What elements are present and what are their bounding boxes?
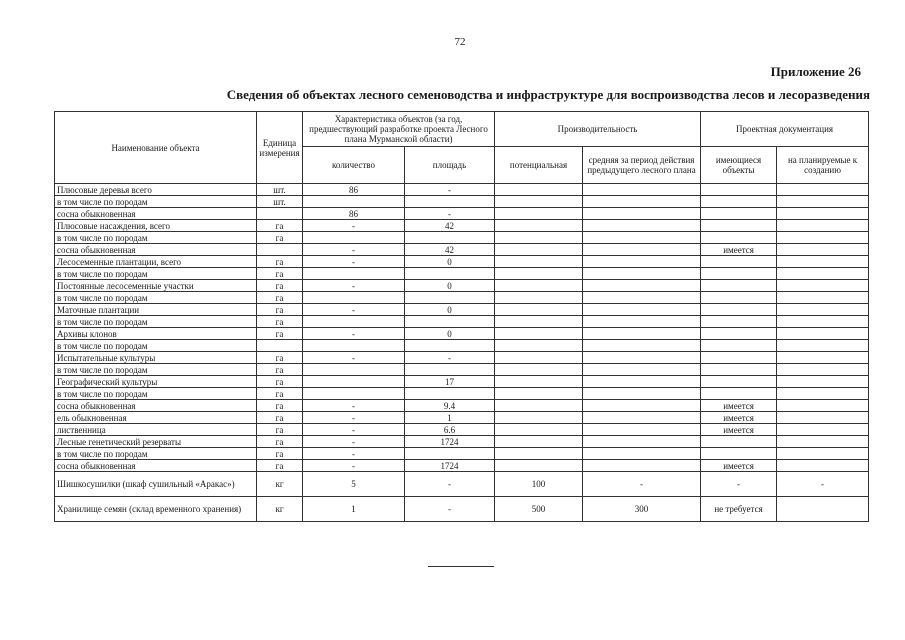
cell-area: - (405, 472, 495, 497)
cell-name: в том числе по породам (55, 364, 257, 376)
cell-average (583, 232, 701, 244)
cell-existing (701, 256, 777, 268)
cell-area: 6.6 (405, 424, 495, 436)
cell-area (405, 196, 495, 208)
cell-unit: шт. (257, 184, 303, 196)
header-unit: Единица измерения (257, 112, 303, 184)
cell-quantity (303, 340, 405, 352)
cell-average (583, 316, 701, 328)
cell-area: 1724 (405, 460, 495, 472)
header-planned: на планируемые к созданию (777, 147, 869, 184)
header-existing: имеющиеся объекты (701, 147, 777, 184)
cell-potential: 100 (495, 472, 583, 497)
table-row (55, 280, 869, 292)
cell-planned: - (777, 472, 869, 497)
cell-average (583, 376, 701, 388)
cell-quantity: - (303, 304, 405, 316)
cell-unit: га (257, 292, 303, 304)
cell-planned (777, 256, 869, 268)
table-row (55, 196, 869, 208)
cell-potential (495, 232, 583, 244)
cell-unit: га (257, 304, 303, 316)
header-productivity: Производительность (495, 112, 701, 147)
cell-planned (777, 460, 869, 472)
cell-quantity: - (303, 424, 405, 436)
cell-unit (257, 340, 303, 352)
header-name: Наименование объекта (55, 112, 257, 184)
table-row (55, 424, 869, 436)
cell-existing (701, 304, 777, 316)
cell-name: Лесосеменные плантации, всего (55, 256, 257, 268)
cell-name: ель обыкновенная (55, 412, 257, 424)
cell-planned (777, 232, 869, 244)
cell-name: в том числе по породам (55, 292, 257, 304)
cell-average: - (583, 472, 701, 497)
cell-name: в том числе по породам (55, 316, 257, 328)
cell-potential (495, 268, 583, 280)
cell-name: в том числе по породам (55, 232, 257, 244)
cell-quantity: - (303, 412, 405, 424)
cell-quantity (303, 232, 405, 244)
cell-existing (701, 208, 777, 220)
cell-average (583, 412, 701, 424)
cell-planned (777, 388, 869, 400)
cell-existing (701, 292, 777, 304)
cell-unit: га (257, 460, 303, 472)
cell-name: Маточные плантации (55, 304, 257, 316)
cell-existing (701, 184, 777, 196)
cell-unit: га (257, 232, 303, 244)
cell-existing: имеется (701, 400, 777, 412)
cell-average (583, 268, 701, 280)
cell-unit: га (257, 424, 303, 436)
cell-quantity (303, 268, 405, 280)
cell-planned (777, 364, 869, 376)
cell-unit: га (257, 352, 303, 364)
cell-average (583, 436, 701, 448)
cell-area: 0 (405, 256, 495, 268)
cell-quantity: - (303, 280, 405, 292)
cell-planned (777, 196, 869, 208)
cell-potential (495, 364, 583, 376)
cell-area (405, 388, 495, 400)
document-title: Сведения об объектах лесного семеноводства и инфраструктуре для воспроизводства лесов и лесоразведения (226, 87, 870, 102)
cell-quantity: - (303, 436, 405, 448)
cell-average: 300 (583, 497, 701, 522)
cell-potential (495, 256, 583, 268)
cell-potential (495, 244, 583, 256)
cell-existing (701, 328, 777, 340)
cell-quantity: - (303, 220, 405, 232)
table-body (55, 184, 869, 522)
cell-unit: га (257, 376, 303, 388)
cell-potential (495, 304, 583, 316)
cell-average (583, 208, 701, 220)
cell-existing: не требуется (701, 497, 777, 522)
cell-name: в том числе по породам (55, 388, 257, 400)
cell-name: сосна обыкновенная (55, 208, 257, 220)
cell-planned (777, 244, 869, 256)
table-row (55, 208, 869, 220)
cell-existing (701, 340, 777, 352)
cell-area: - (405, 352, 495, 364)
cell-planned (777, 497, 869, 522)
cell-area (405, 232, 495, 244)
header-quantity: количество (303, 147, 405, 184)
cell-quantity: - (303, 460, 405, 472)
cell-unit: га (257, 448, 303, 460)
cell-name: Плюсовые деревья всего (55, 184, 257, 196)
cell-planned (777, 280, 869, 292)
cell-potential (495, 400, 583, 412)
table-row (55, 472, 869, 497)
cell-quantity: 1 (303, 497, 405, 522)
cell-potential (495, 196, 583, 208)
cell-potential (495, 424, 583, 436)
cell-area: - (405, 497, 495, 522)
cell-quantity (303, 376, 405, 388)
cell-potential (495, 328, 583, 340)
cell-area: - (405, 184, 495, 196)
cell-name: Испытательные культуры (55, 352, 257, 364)
table-row (55, 448, 869, 460)
cell-potential (495, 220, 583, 232)
table-row (55, 388, 869, 400)
cell-unit: га (257, 268, 303, 280)
cell-average (583, 364, 701, 376)
cell-planned (777, 412, 869, 424)
table-row (55, 256, 869, 268)
cell-area: - (405, 208, 495, 220)
cell-name: Географический культуры (55, 376, 257, 388)
table-row (55, 352, 869, 364)
table-row (55, 184, 869, 196)
cell-planned (777, 268, 869, 280)
cell-potential (495, 412, 583, 424)
cell-existing (701, 316, 777, 328)
cell-average (583, 340, 701, 352)
cell-existing (701, 220, 777, 232)
cell-name: Плюсовые насаждения, всего (55, 220, 257, 232)
cell-name: сосна обыкновенная (55, 400, 257, 412)
cell-potential (495, 352, 583, 364)
cell-existing (701, 388, 777, 400)
cell-area: 42 (405, 244, 495, 256)
cell-unit (257, 208, 303, 220)
cell-area: 0 (405, 280, 495, 292)
cell-area: 17 (405, 376, 495, 388)
cell-area (405, 316, 495, 328)
appendix-label: Приложение 26 (770, 64, 861, 79)
cell-planned (777, 400, 869, 412)
cell-name: в том числе по породам (55, 268, 257, 280)
cell-unit: га (257, 316, 303, 328)
cell-area (405, 448, 495, 460)
cell-name: сосна обыкновенная (55, 460, 257, 472)
cell-existing (701, 376, 777, 388)
cell-area: 1724 (405, 436, 495, 448)
cell-area: 9.4 (405, 400, 495, 412)
cell-quantity (303, 364, 405, 376)
table-row (55, 460, 869, 472)
cell-potential (495, 184, 583, 196)
table-row (55, 497, 869, 522)
cell-average (583, 352, 701, 364)
header-characteristics: Характеристика объектов (за год, предшествующий разработке проекта Лесного плана Мурманской области) (303, 112, 495, 147)
table-row (55, 340, 869, 352)
cell-planned (777, 184, 869, 196)
cell-existing (701, 364, 777, 376)
cell-average (583, 460, 701, 472)
header-project-docs: Проектная документация (701, 112, 869, 147)
cell-unit: га (257, 436, 303, 448)
cell-average (583, 400, 701, 412)
cell-existing: имеется (701, 424, 777, 436)
cell-unit: га (257, 280, 303, 292)
cell-name: лиственница (55, 424, 257, 436)
seed-objects-table (54, 111, 869, 522)
cell-unit (257, 244, 303, 256)
header-average: средняя за период действия предыдущего лесного плана (583, 147, 701, 184)
cell-planned (777, 304, 869, 316)
cell-planned (777, 316, 869, 328)
cell-name: Архивы клонов (55, 328, 257, 340)
cell-quantity (303, 316, 405, 328)
cell-unit: га (257, 412, 303, 424)
cell-existing: имеется (701, 412, 777, 424)
cell-potential (495, 340, 583, 352)
cell-quantity: - (303, 244, 405, 256)
cell-quantity (303, 388, 405, 400)
cell-average (583, 292, 701, 304)
cell-potential (495, 436, 583, 448)
cell-potential (495, 460, 583, 472)
cell-name: в том числе по породам (55, 340, 257, 352)
cell-planned (777, 220, 869, 232)
header-potential: потенциальная (495, 147, 583, 184)
cell-average (583, 424, 701, 436)
cell-name: Лесные генетический резерваты (55, 436, 257, 448)
footer-divider (428, 566, 494, 567)
cell-quantity (303, 196, 405, 208)
cell-unit: га (257, 328, 303, 340)
cell-quantity: 86 (303, 208, 405, 220)
cell-area: 0 (405, 304, 495, 316)
cell-average (583, 256, 701, 268)
table-row (55, 364, 869, 376)
cell-planned (777, 352, 869, 364)
cell-existing: имеется (701, 244, 777, 256)
cell-unit: га (257, 388, 303, 400)
cell-quantity: 5 (303, 472, 405, 497)
cell-average (583, 448, 701, 460)
cell-potential (495, 316, 583, 328)
cell-average (583, 280, 701, 292)
cell-existing (701, 196, 777, 208)
cell-area: 42 (405, 220, 495, 232)
cell-quantity (303, 292, 405, 304)
cell-potential (495, 388, 583, 400)
cell-average (583, 304, 701, 316)
cell-potential (495, 448, 583, 460)
cell-existing (701, 268, 777, 280)
cell-quantity: 86 (303, 184, 405, 196)
cell-name: в том числе по породам (55, 448, 257, 460)
cell-name: сосна обыкновенная (55, 244, 257, 256)
table-row (55, 316, 869, 328)
cell-area (405, 292, 495, 304)
cell-potential (495, 280, 583, 292)
cell-unit: га (257, 400, 303, 412)
table-row (55, 436, 869, 448)
cell-quantity: - (303, 448, 405, 460)
cell-average (583, 328, 701, 340)
cell-quantity: - (303, 400, 405, 412)
table-row (55, 412, 869, 424)
table-row (55, 304, 869, 316)
cell-unit: га (257, 256, 303, 268)
cell-name: Шишкосушилки (шкаф сушильный «Аракас») (55, 472, 257, 497)
cell-planned (777, 328, 869, 340)
cell-unit: кг (257, 497, 303, 522)
cell-potential (495, 208, 583, 220)
cell-average (583, 196, 701, 208)
cell-planned (777, 436, 869, 448)
table-row (55, 244, 869, 256)
cell-existing (701, 448, 777, 460)
table-row (55, 376, 869, 388)
cell-existing (701, 352, 777, 364)
cell-existing (701, 436, 777, 448)
cell-planned (777, 424, 869, 436)
cell-area: 0 (405, 328, 495, 340)
cell-planned (777, 208, 869, 220)
cell-unit: га (257, 364, 303, 376)
table-row (55, 400, 869, 412)
cell-average (583, 244, 701, 256)
cell-planned (777, 340, 869, 352)
cell-potential (495, 292, 583, 304)
cell-area (405, 340, 495, 352)
cell-potential (495, 376, 583, 388)
table-row (55, 232, 869, 244)
cell-name: Постоянные лесосеменные участки (55, 280, 257, 292)
header-area: площадь (405, 147, 495, 184)
cell-quantity: - (303, 256, 405, 268)
cell-existing (701, 280, 777, 292)
table-row (55, 220, 869, 232)
cell-area (405, 268, 495, 280)
cell-existing (701, 232, 777, 244)
cell-unit: шт. (257, 196, 303, 208)
cell-name: в том числе по породам (55, 196, 257, 208)
cell-planned (777, 292, 869, 304)
cell-quantity: - (303, 328, 405, 340)
cell-unit: кг (257, 472, 303, 497)
cell-existing: - (701, 472, 777, 497)
cell-potential: 500 (495, 497, 583, 522)
table-row (55, 268, 869, 280)
cell-quantity: - (303, 352, 405, 364)
cell-area (405, 364, 495, 376)
cell-planned (777, 376, 869, 388)
cell-planned (777, 448, 869, 460)
cell-name: Хранилище семян (склад временного хранения) (55, 497, 257, 522)
table-row (55, 292, 869, 304)
table-row (55, 328, 869, 340)
cell-average (583, 220, 701, 232)
cell-average (583, 184, 701, 196)
cell-average (583, 388, 701, 400)
cell-area: 1 (405, 412, 495, 424)
cell-unit: га (257, 220, 303, 232)
page-number: 72 (454, 36, 466, 48)
cell-existing: имеется (701, 460, 777, 472)
